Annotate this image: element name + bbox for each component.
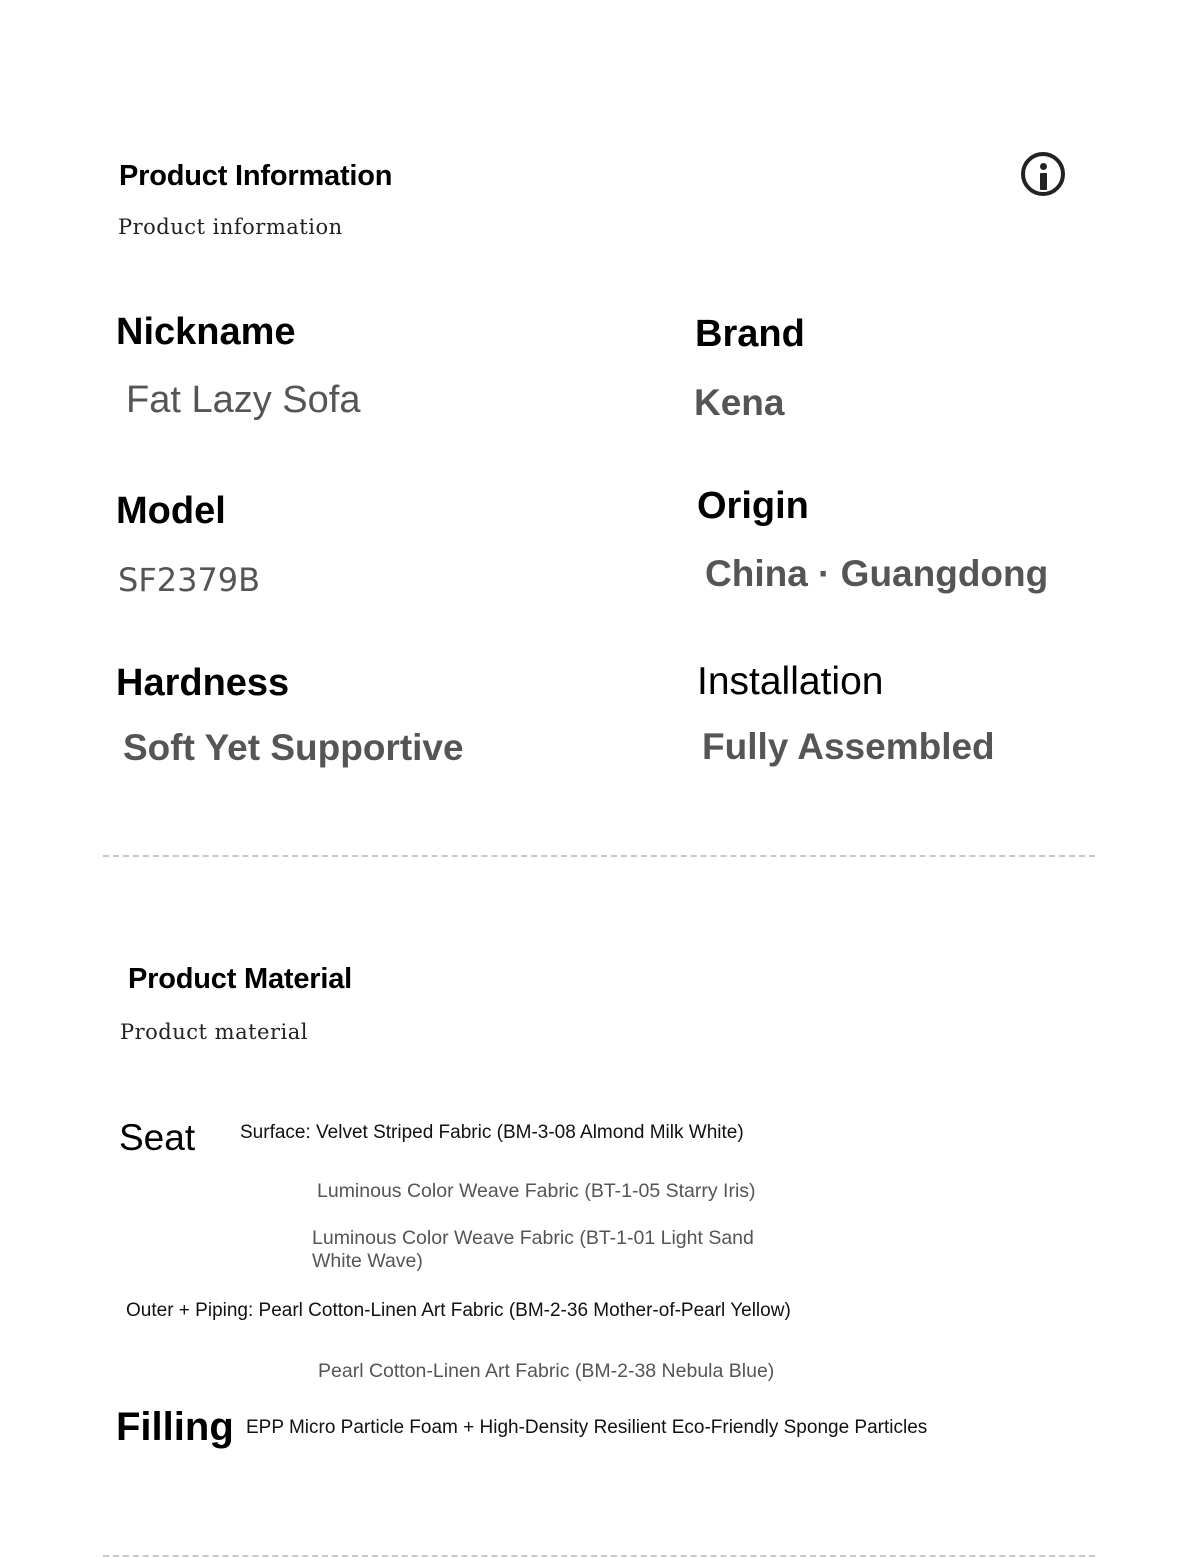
material-section-title: Product Material xyxy=(128,963,353,995)
material-section-subtitle: Product material xyxy=(120,1020,308,1044)
seat-label: Seat xyxy=(119,1117,196,1158)
origin-label: Origin xyxy=(697,485,809,527)
info-section-title: Product Information xyxy=(119,160,393,192)
info-icon xyxy=(1021,152,1065,196)
seat-option-1: Luminous Color Weave Fabric (BT-1-05 Starry Iris) xyxy=(317,1180,756,1202)
bottom-divider xyxy=(103,1555,1095,1557)
filling-label: Filling xyxy=(116,1405,234,1449)
nickname-value: Fat Lazy Sofa xyxy=(126,379,361,421)
hardness-value: Soft Yet Supportive xyxy=(123,727,464,768)
info-section-subtitle: Product information xyxy=(118,215,343,239)
nickname-label: Nickname xyxy=(116,311,296,353)
installation-value: Fully Assembled xyxy=(702,726,995,767)
brand-value: Kena xyxy=(694,382,785,423)
filling-value: EPP Micro Particle Foam + High-Density Resilient Eco-Friendly Sponge Particles xyxy=(246,1417,928,1438)
brand-label: Brand xyxy=(695,313,805,355)
seat-outer: Outer + Piping: Pearl Cotton-Linen Art Fabric (BM-2-36 Mother-of-Pearl Yellow) xyxy=(126,1300,791,1321)
seat-surface: Surface: Velvet Striped Fabric (BM-3-08 Almond Milk White) xyxy=(240,1122,744,1143)
section-divider xyxy=(103,855,1095,857)
model-value: SF2379B xyxy=(118,561,261,599)
installation-label: Installation xyxy=(697,660,884,703)
hardness-label: Hardness xyxy=(116,662,290,704)
seat-outer-option: Pearl Cotton-Linen Art Fabric (BM-2-38 Nebula Blue) xyxy=(318,1360,775,1382)
origin-value: China · Guangdong xyxy=(705,553,1049,594)
seat-option-2: Luminous Color Weave Fabric (BT-1-01 Light Sand White Wave) xyxy=(312,1227,754,1272)
model-label: Model xyxy=(116,490,226,532)
